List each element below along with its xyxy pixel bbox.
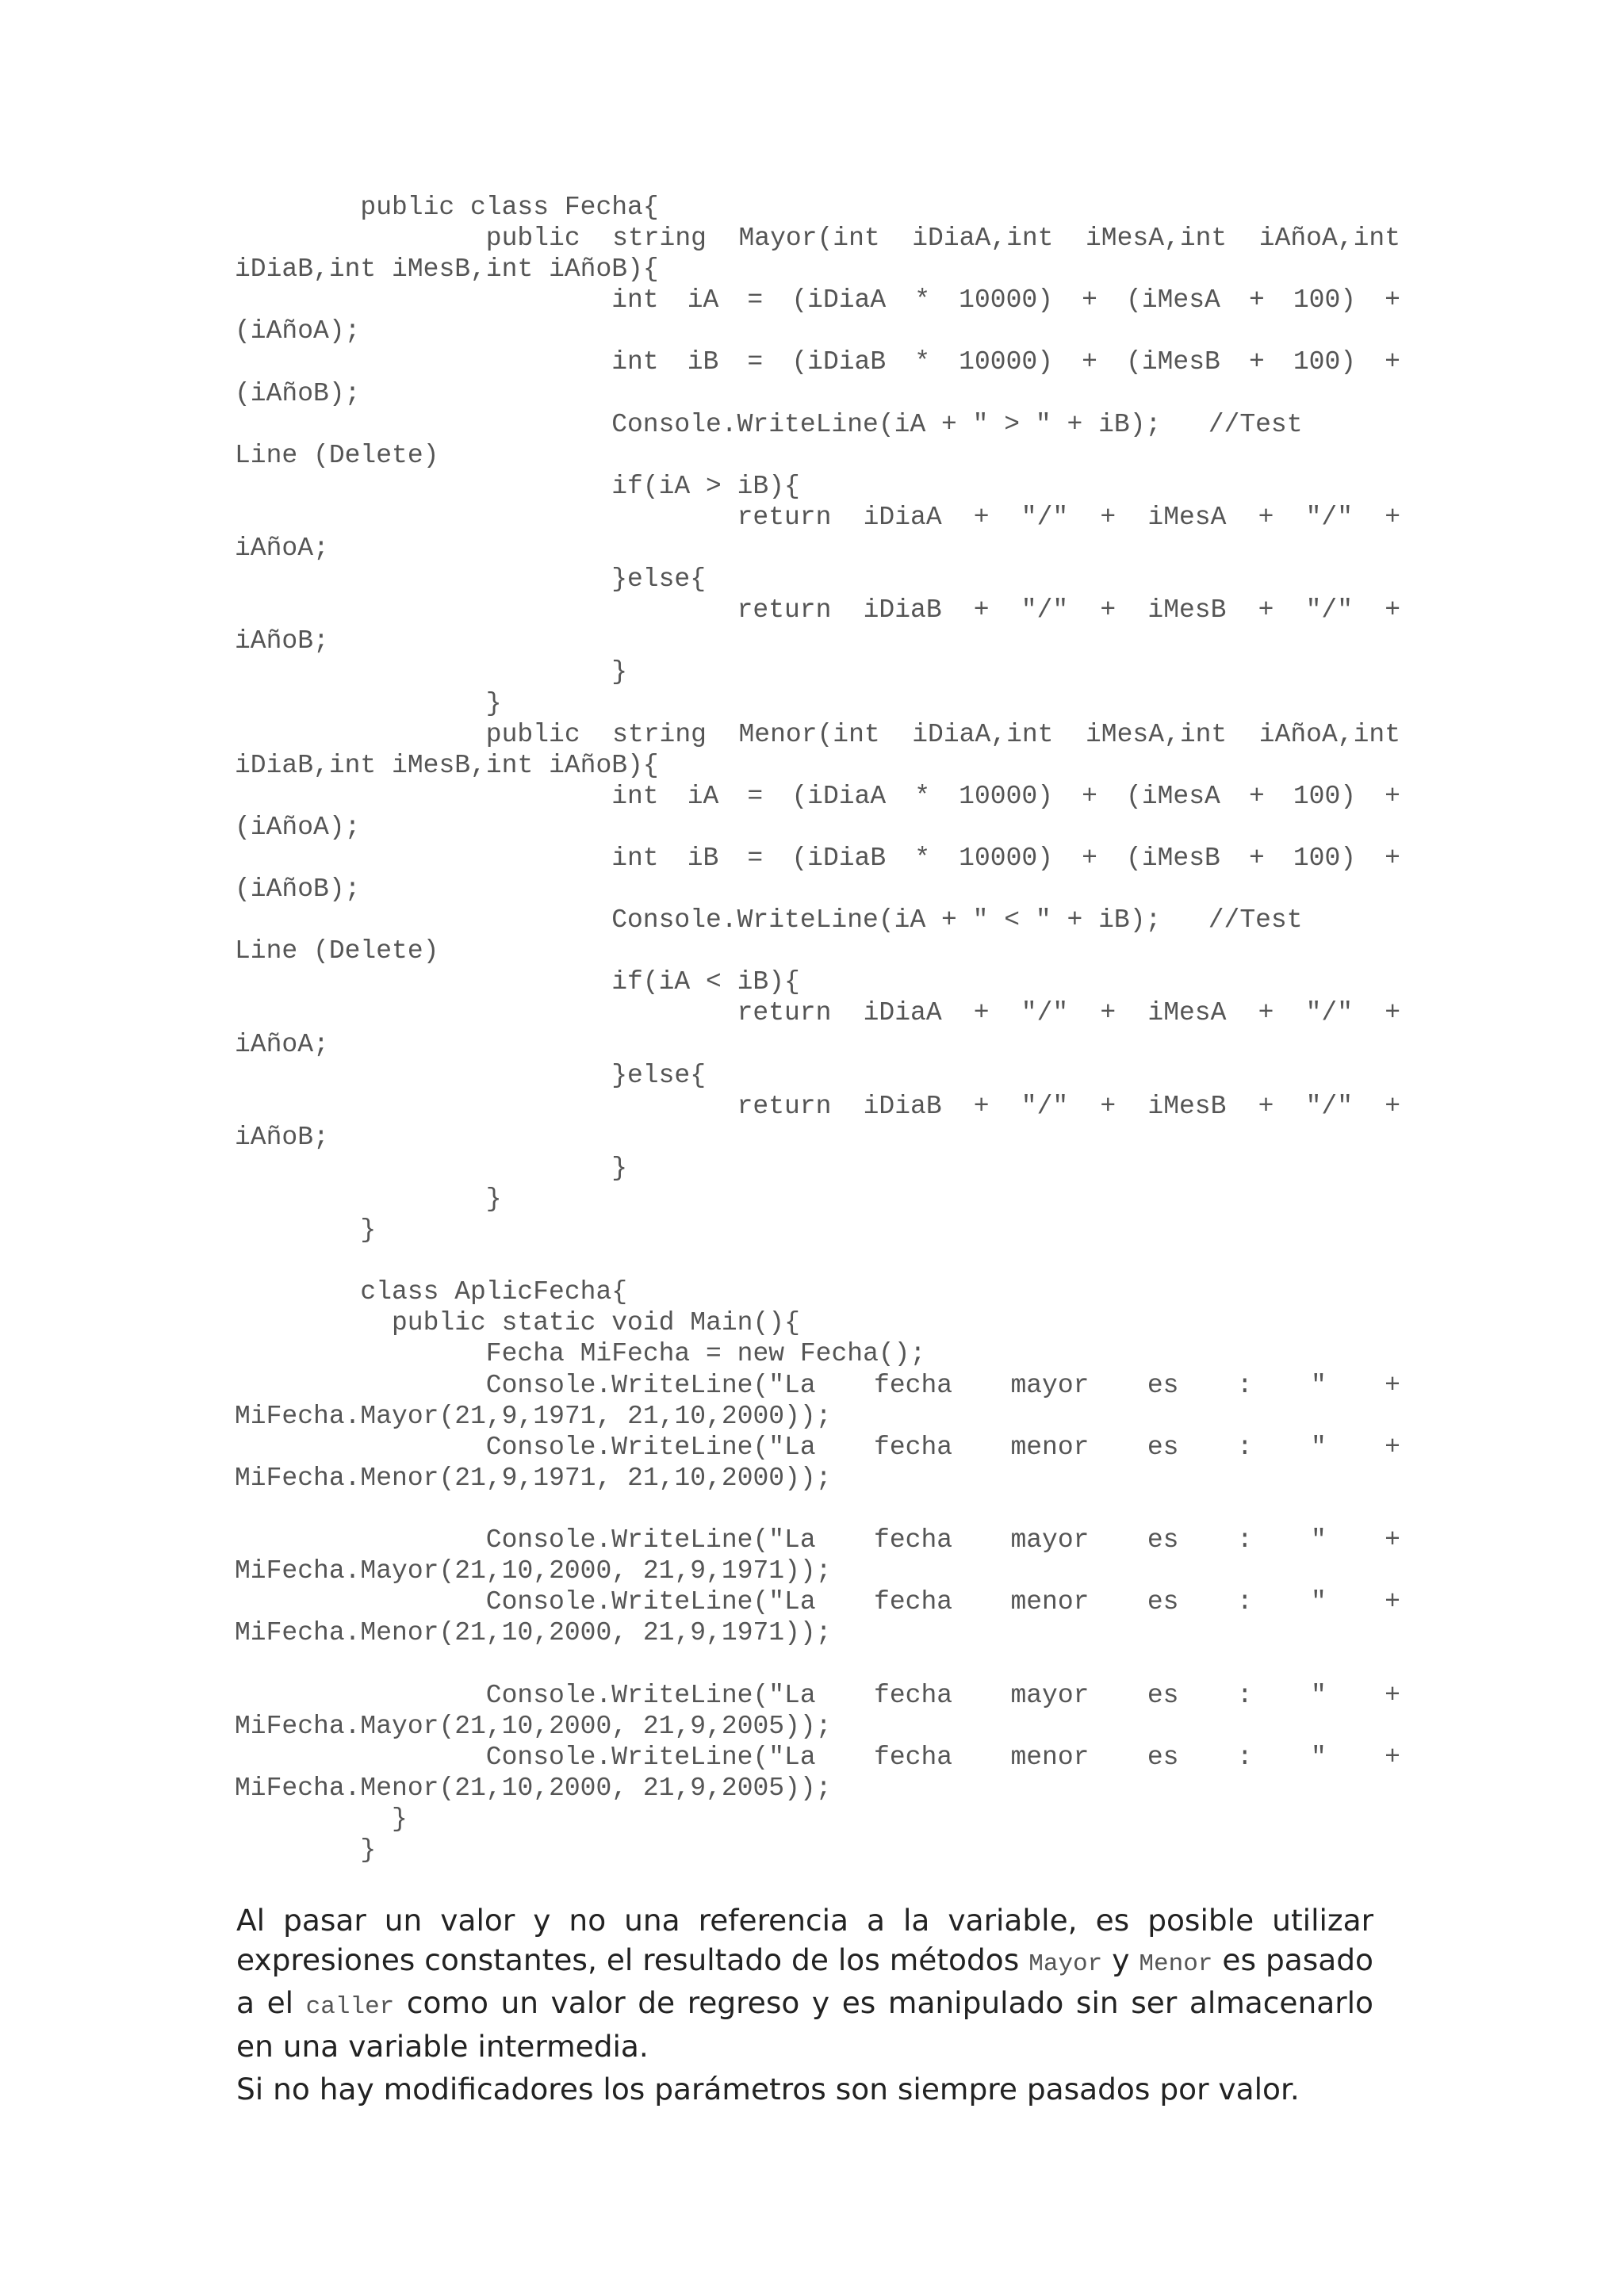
code-line: public class Fecha{ [360,193,659,222]
code-line: iAñoB; [235,626,329,656]
code-line: (iAñoA); [235,812,361,842]
paragraph-text: como un valor de regreso y es manipulado sin ser almacenarlo en una variable intermedia. [236,1985,1373,2064]
code-line: iAñoA; [235,1029,329,1059]
code-line: Console.WriteLine(iA + " < " + iB); //Test [611,905,1303,936]
code-line: } [360,1215,377,1246]
code-line: Line (Delete) [235,440,439,470]
code-line: iDiaB,int iMesB,int iAñoB){ [235,750,659,780]
code-line: } [392,1804,408,1834]
code-line: } [485,688,502,718]
code-line: MiFecha.Menor(21,10,2000, 21,9,1971)); [235,1618,832,1648]
code-line: iAñoA; [235,534,329,564]
code-line: } [611,657,627,687]
inline-code-caller: caller [305,1993,395,2021]
code-line: MiFecha.Menor(21,9,1971, 21,10,2000)); [235,1463,832,1493]
paragraph-pass-by-value [236,1901,1373,2066]
body-text [236,1901,1373,2110]
code-line [235,1648,1400,1679]
code-line: Console.WriteLine("La fecha mayor es : " + [485,1525,1400,1556]
code-line: int iA = (iDiaA * 10000) + (iMesA + 100) + [611,781,1400,811]
paragraph-text: y [1102,1942,1139,1977]
code-line: Line (Delete) [235,936,439,966]
code-line: return iDiaA + "/" + iMesA + "/" + [737,998,1400,1028]
paragraph-text: Al pasar un valor y no una referencia a la variable, es posible utilizar expresiones constantes, el resultado de los métodos [236,1903,1373,1977]
paragraph-text: es pasado a el [236,1942,1373,2020]
code-line: return iDiaB + "/" + iMesB + "/" + [737,595,1400,626]
code-line: (iAñoB); [235,378,361,408]
code-line: if(iA < iB){ [611,967,800,997]
code-line: public string Mayor(int iDiaA,int iMesA,int iAñoA,int [485,224,1400,254]
inline-code-menor: Menor [1139,1950,1213,1978]
code-line: (iAñoA); [235,316,361,346]
code-line: MiFecha.Mayor(21,9,1971, 21,10,2000)); [235,1401,832,1431]
code-line: }else{ [611,1060,707,1090]
code-line: } [360,1835,377,1865]
code-line: Fecha MiFecha = new Fecha(); [485,1339,926,1369]
code-line: return iDiaB + "/" + iMesB + "/" + [737,1091,1400,1121]
code-line: int iA = (iDiaA * 10000) + (iMesA + 100) + [611,285,1400,316]
code-listing [235,192,1400,1866]
code-line: class AplicFecha{ [360,1277,628,1307]
code-line: } [611,1153,627,1183]
code-line: Console.WriteLine("La fecha mayor es : " + [485,1680,1400,1710]
code-line: Console.WriteLine("La fecha menor es : " + [485,1432,1400,1462]
code-line: Console.WriteLine("La fecha menor es : " + [485,1587,1400,1617]
code-line [235,1494,1400,1525]
code-line: Console.WriteLine(iA + " > " + iB); //Test [611,409,1303,439]
code-line: if(iA > iB){ [611,471,800,501]
code-line: iDiaB,int iMesB,int iAñoB){ [235,254,659,285]
code-line: public string Menor(int iDiaA,int iMesA,int iAñoA,int [485,719,1400,749]
code-line: Console.WriteLine("La fecha menor es : " + [485,1742,1400,1772]
code-line: int iB = (iDiaB * 10000) + (iMesB + 100) + [611,843,1400,873]
code-line: MiFecha.Mayor(21,10,2000, 21,9,1971)); [235,1556,832,1586]
code-line: iAñoB; [235,1122,329,1152]
paragraph-modifiers: Si no hay modificadores los parámetros son siempre pasados por valor. [236,2072,1300,2107]
code-line: int iB = (iDiaB * 10000) + (iMesB + 100) + [611,347,1400,377]
code-line [235,1246,1400,1276]
inline-code-mayor: Mayor [1028,1950,1103,1978]
code-line: Console.WriteLine("La fecha mayor es : " + [485,1370,1400,1400]
code-line: MiFecha.Menor(21,10,2000, 21,9,2005)); [235,1773,832,1803]
code-line: MiFecha.Mayor(21,10,2000, 21,9,2005)); [235,1711,832,1741]
code-line: (iAñoB); [235,874,361,905]
code-line: } [485,1184,502,1214]
code-line: }else{ [611,564,707,595]
code-line: return iDiaA + "/" + iMesA + "/" + [737,502,1400,532]
code-line: public static void Main(){ [392,1308,800,1338]
